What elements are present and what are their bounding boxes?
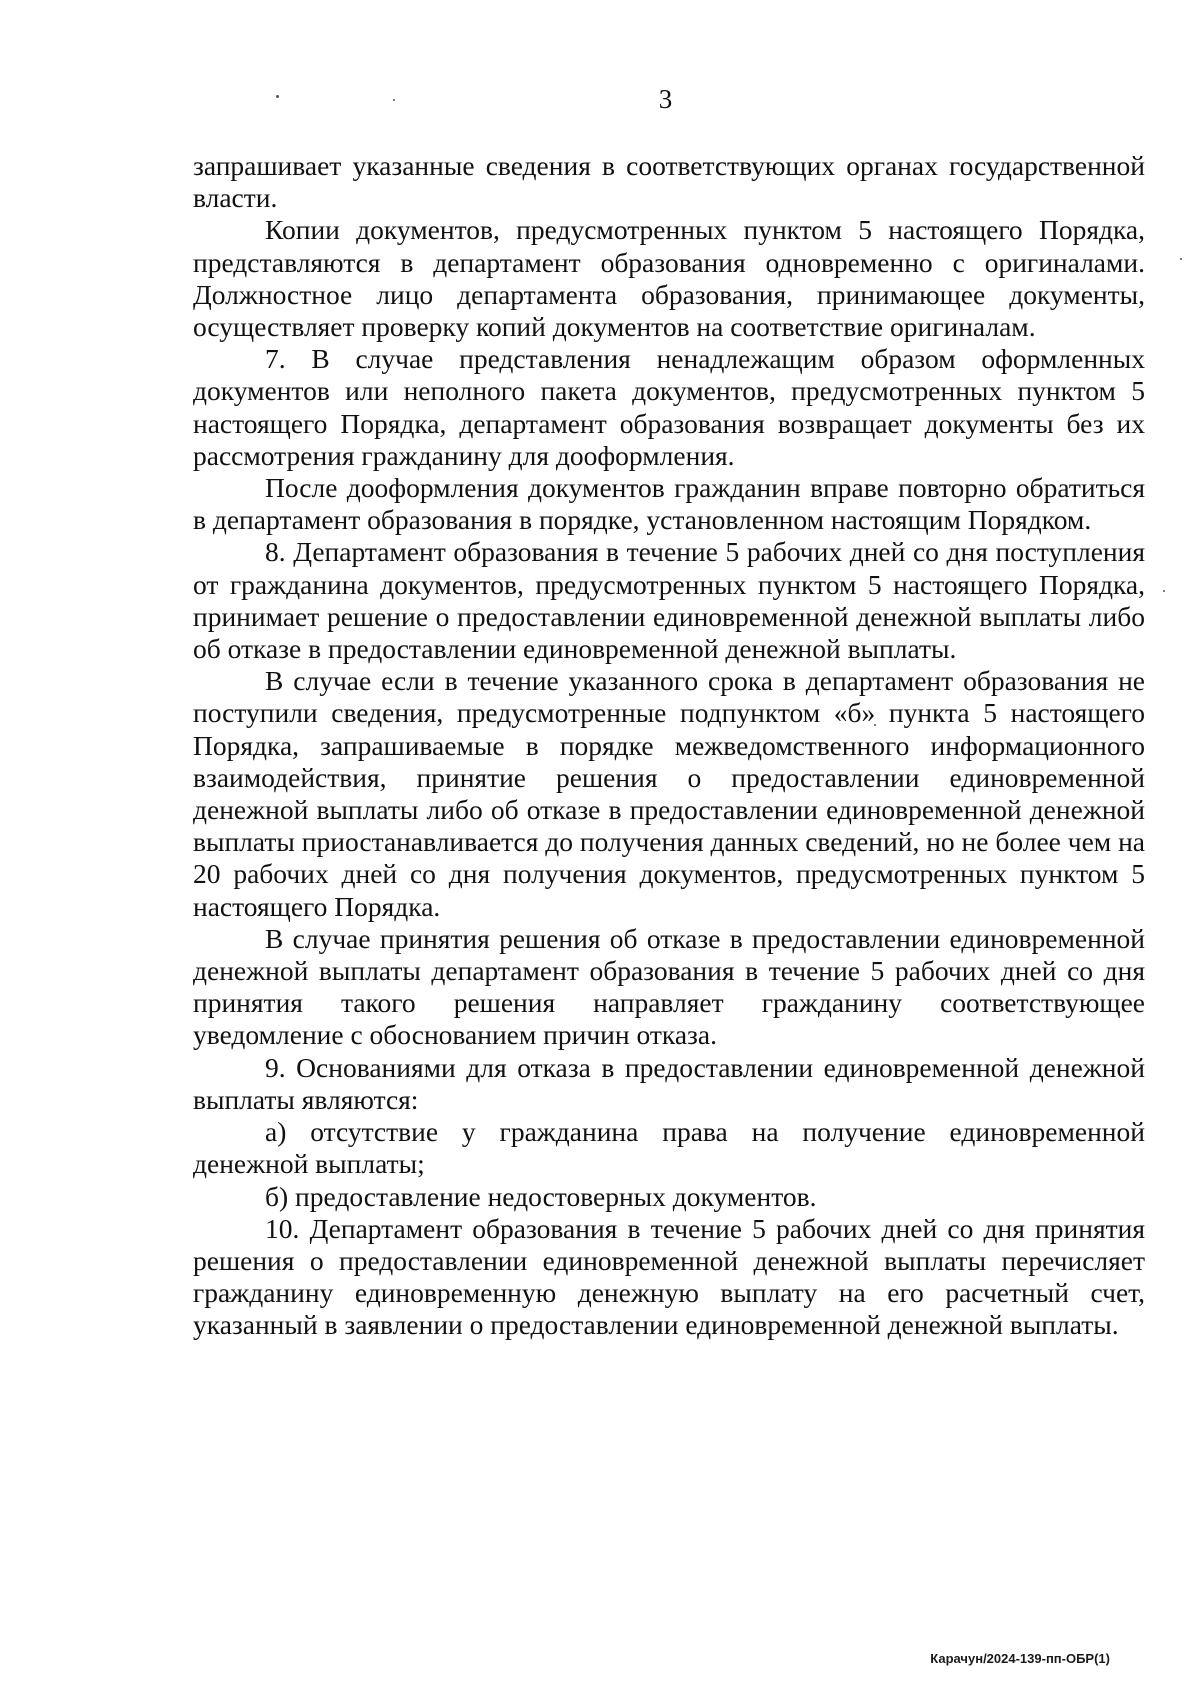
paragraph: После дооформления документов гражданин вправе повторно обратиться в департамент образования в порядке, установленном настоящим Порядком. xyxy=(193,472,1145,536)
paragraph: В случае если в течение указанного срока в департамент образования не поступили сведения, предусмотренные подпунктом «б» пункта 5 настоящего Порядка, запрашиваемые в порядке межведомственного информационного взаимодействия, принятие решения о предоставлении единовременной денежной выплаты либо об отказе в предоставлении единовременной денежной выплаты приостанавливается до получения данных сведений, но не более чем на 20 рабочих дней со дня получения документов, предусмотренных пунктом 5 настоящего Порядка. xyxy=(193,665,1145,922)
scan-speck xyxy=(1163,590,1165,592)
document-body xyxy=(193,150,1145,1342)
paragraph: 9. Основаниями для отказа в предоставлении единовременной денежной выплаты являются: xyxy=(193,1051,1145,1115)
paragraph: а) отсутствие у гражданина права на получение единовременной денежной выплаты; xyxy=(193,1116,1145,1180)
paragraph: Копии документов, предусмотренных пунктом 5 настоящего Порядка, представляются в департамент образования одновременно с оригиналами. Должностное лицо департамента образования, принимающее документы, осуществляет проверку копий документов на соответствие оригиналам. xyxy=(193,214,1145,343)
paragraph: В случае принятия решения об отказе в предоставлении единовременной денежной выплаты департамент образования в течение 5 рабочих дней со дня принятия такого решения направляет гражданину соответствующее уведомление с обоснованием причин отказа. xyxy=(193,922,1145,1051)
scan-speck xyxy=(276,95,279,98)
paragraph: 10. Департамент образования в течение 5 рабочих дней со дня принятия решения о предоставлении единовременной денежной выплаты перечисляет гражданину единовременную денежную выплату на его расчетный счет, указанный в заявлении о предоставлении единовременной денежной выплаты. xyxy=(193,1212,1145,1341)
paragraph: б) предоставление недостоверных документов. xyxy=(265,1180,817,1212)
paragraph: запрашивает указанные сведения в соответствующих органах государственной власти. xyxy=(193,150,1145,214)
paragraph: 8. Департамент образования в течение 5 рабочих дней со дня поступления от гражданина документов, предусмотренных пунктом 5 настоящего Порядка, принимает решение о предоставлении единовременной денежной выплаты либо об отказе в предоставлении единовременной денежной выплаты. xyxy=(193,536,1145,665)
document-code: Карачун/2024-139-пп-ОБР(1) xyxy=(930,1651,1110,1666)
scan-speck xyxy=(393,99,395,101)
page-number: 3 xyxy=(658,84,673,114)
paragraph: 7. В случае представления ненадлежащим образом оформленных документов или неполного пакета документов, предусмотренных пунктом 5 настоящего Порядка, департамент образования возвращает документы без их рассмотрения гражданину для дооформления. xyxy=(193,343,1145,471)
scan-speck xyxy=(1180,258,1182,260)
